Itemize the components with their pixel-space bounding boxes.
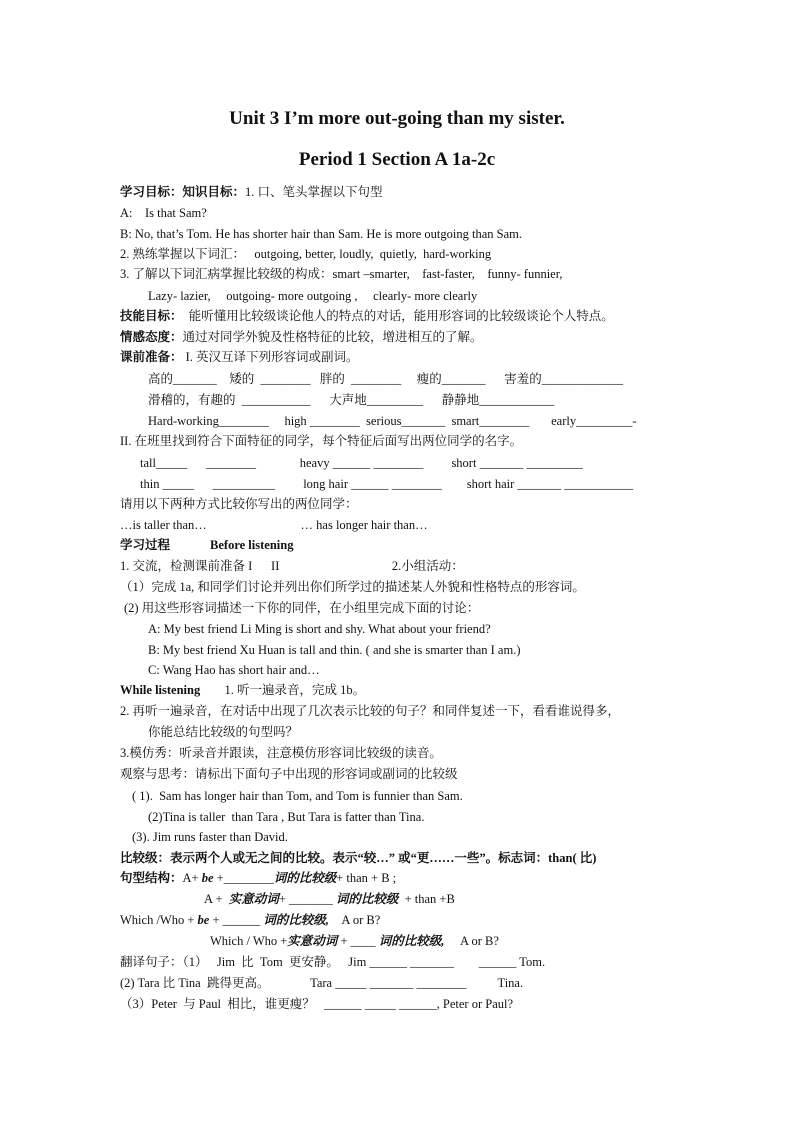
struct4-b: 实意动词	[287, 934, 338, 948]
prep-label: 课前准备：	[120, 350, 183, 364]
translate-3: （3）Peter 与 Paul 相比，谁更瘦？ ______ _____ ______, Peter or Paul?	[120, 997, 514, 1011]
dialog-b: B: No, that’s Tom. He has shorter hair than Sam. He is more outgoing than Sam.	[120, 227, 522, 241]
struct3-d: A or B?	[328, 913, 381, 927]
sentence-2: (2)Tina is taller than Tara , But Tara is fatter than Tina.	[148, 810, 425, 824]
prep-row5: thin _____ __________ long hair ______ ________ short hair _______ ___________	[140, 477, 634, 491]
prep-row3: Hard-working________ high ________ serious_______ smart________ early_________-	[148, 414, 637, 428]
prep-row1: 高的_______ 矮的 ________ 胖的 ________ 瘦的_______ 害羞的_____________	[148, 372, 624, 386]
process-line	[120, 537, 293, 553]
prep-part1: I. 英汉互译下列形容词或副词。	[182, 350, 359, 364]
structure-line-1	[120, 870, 396, 886]
grammar-definition: 比较级：表示两个人或无之间的比较。表示“较…” 或“更……一些”。标志词：than( 比)	[120, 851, 597, 865]
objectives-line	[120, 184, 383, 200]
step3: 3.模仿秀：听录音并跟读，注意模仿形容词比较级的读音。	[120, 746, 442, 760]
struct3-a: Which /Who +	[120, 913, 198, 927]
translate-2: (2) Tara 比 Tina 跳得更高。 Tara _____ _______ ________ Tina.	[120, 976, 524, 990]
objectives-point2: 2. 熟练掌握以下词汇： outgoing, better, loudly, quietly, hard-working	[120, 247, 492, 261]
step1: 1. 交流，检测课前准备 I II 2.小组活动：	[120, 559, 464, 573]
objectives-point3: 3. 了解以下词汇病掌握比较级的构成：smart –smarter, fast-faster, funny- funnier,	[120, 267, 563, 281]
struct4-e: A or B?	[444, 934, 499, 948]
structure-line-3	[120, 912, 380, 928]
emotion-label: 情感态度：	[120, 330, 183, 344]
while-text: 1. 听一遍录音，完成 1b。	[218, 683, 366, 697]
step1a: （1）完成 1a, 和同学们讨论并列出你们所学过的描述某人外貌和性格特点的形容词。	[120, 580, 585, 594]
compare-prompt: 请用以下两种方式比较你写出的两位同学：	[120, 497, 358, 511]
compare-examples: …is taller than… … has longer hair than…	[120, 518, 428, 532]
while-label: While listening	[120, 683, 201, 697]
prep-row2: 滑稽的，有趣的 ___________ 大声地_________ 静静地____________	[148, 393, 555, 407]
emotion-text: 通过对同学外貌及性格特征的比较，增进相互的了解。	[182, 330, 483, 344]
struct3-be: be	[197, 913, 210, 927]
page-subtitle: Period 1 Section A 1a-2c	[298, 149, 496, 170]
objectives-heading: 学习目标：知识目标：	[120, 185, 246, 199]
step1b: (2) 用这些形容词描述一下你的同伴，在小组里完成下面的讨论：	[124, 601, 480, 615]
dialog-a: A: Is that Sam?	[120, 206, 207, 220]
process-label: 学习过程	[120, 538, 171, 552]
translate-1: 翻译句子：（1） Jim 比 Tom 更安静。 Jim ______ _______ ______ Tom.	[120, 955, 546, 969]
struct3-c: 词的比较级,	[263, 913, 329, 927]
emotion-line	[120, 329, 483, 345]
structure-line-2	[204, 891, 455, 907]
skill-text: 能听懂用比较级谈论他人的特点的对话，能用形容词的比较级谈论个人特点。	[182, 309, 614, 323]
objectives-point1: 1. 口、笔头掌握以下句型	[245, 185, 383, 199]
struct4-d: 词的比较级,	[378, 934, 445, 948]
struct2-a: A +	[204, 892, 229, 906]
objectives-point3b: Lazy- lazier, outgoing- more outgoing , clearly- more clearly	[148, 289, 478, 303]
struct1-b: +________	[213, 871, 274, 885]
prep-line	[120, 349, 359, 365]
example-b: B: My best friend Xu Huan is tall and thin. ( and she is smarter than I am.)	[148, 643, 521, 657]
skill-label: 技能目标：	[120, 309, 183, 323]
struct4-c: + ____	[337, 934, 379, 948]
struct2-c: + _______	[278, 892, 336, 906]
struct2-b: 实意动词	[228, 892, 279, 906]
prep-row4: tall_____ ________ heavy ______ ________ short _______ _________	[140, 456, 583, 470]
example-a: A: My best friend Li Ming is short and shy. What about your friend?	[148, 622, 491, 636]
structure-line-4	[210, 933, 499, 949]
page-title: Unit 3 I’m more out-going than my sister.	[229, 108, 565, 129]
structure-label: 句型结构：	[120, 871, 183, 885]
sentence-3: (3). Jim runs faster than David.	[132, 830, 288, 844]
struct1-a: A+	[182, 871, 202, 885]
struct2-d: 词的比较级	[335, 892, 399, 906]
struct1-d: + than + B ;	[336, 871, 397, 885]
struct4-a: Which / Who +	[210, 934, 288, 948]
while-line	[120, 682, 365, 698]
before-listening: Before listening	[210, 538, 294, 552]
step2b: 你能总结比较级的句型吗？	[148, 725, 299, 739]
struct1-c: 词的比较级	[273, 871, 337, 885]
step2: 2. 再听一遍录音，在对话中出现了几次表示比较的句子？和同伴复述一下，看看谁说得多，	[120, 704, 621, 718]
example-c: C: Wang Hao has short hair and…	[148, 663, 320, 677]
sentence-1: ( 1). Sam has longer hair than Tom, and Tom is funnier than Sam.	[132, 789, 463, 803]
struct2-e: + than +B	[398, 892, 455, 906]
skill-line	[120, 308, 614, 324]
struct3-b: + ______	[209, 913, 264, 927]
struct1-be: be	[201, 871, 214, 885]
observe: 观察与思考：请标出下面句子中出现的形容词或副词的比较级	[120, 767, 458, 781]
prep-part2: II. 在班里找到符合下面特征的同学，每个特征后面写出两位同学的名字。	[120, 434, 523, 448]
